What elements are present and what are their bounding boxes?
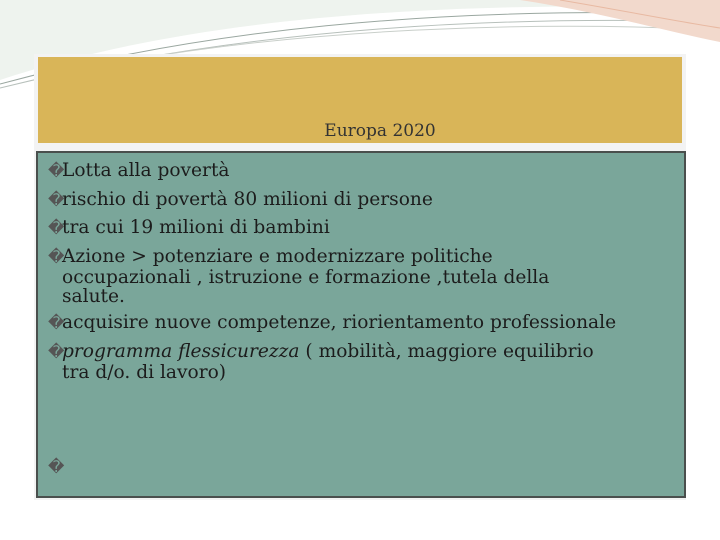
bullet-text: Azione > potenziare e modernizzare politiche bbox=[62, 245, 493, 267]
bullet-text: tra cui 19 milioni di bambini bbox=[62, 217, 330, 238]
bullet-continuation: salute. bbox=[62, 286, 125, 307]
bullet-text: Lotta alla povertà bbox=[62, 160, 230, 181]
bullet-text: acquisire nuove competenze, riorientamento professionale bbox=[62, 312, 617, 333]
bullet-text-italic: programma flessicurezza bbox=[62, 340, 300, 362]
bullet-icon: � bbox=[48, 189, 65, 209]
bullet-icon: � bbox=[48, 218, 65, 237]
bullet-continuation: occupazionali , istruzione e formazione ,tutela della bbox=[62, 267, 550, 288]
bullet-icon: � bbox=[48, 246, 65, 266]
bullet-text-rest: ( mobilità, maggiore equilibrio bbox=[299, 340, 594, 362]
bullet-text: rischio di povertà 80 milioni di persone bbox=[62, 188, 433, 210]
bullet-icon: � bbox=[48, 313, 65, 332]
bullet-continuation: tra d/o. di lavoro) bbox=[62, 362, 227, 383]
slide-title: Europa 2020 bbox=[324, 121, 436, 141]
content-panel bbox=[36, 151, 686, 498]
bullet-item bbox=[48, 214, 684, 243]
bullet-item bbox=[48, 309, 684, 338]
bullet-list bbox=[48, 157, 684, 385]
bullet-icon: � bbox=[48, 341, 65, 361]
bullet-icon: � bbox=[48, 161, 65, 180]
empty-bullet-icon: � bbox=[48, 457, 65, 476]
title-banner bbox=[38, 57, 682, 143]
bullet-item bbox=[48, 186, 684, 215]
bullet-item bbox=[48, 157, 684, 186]
